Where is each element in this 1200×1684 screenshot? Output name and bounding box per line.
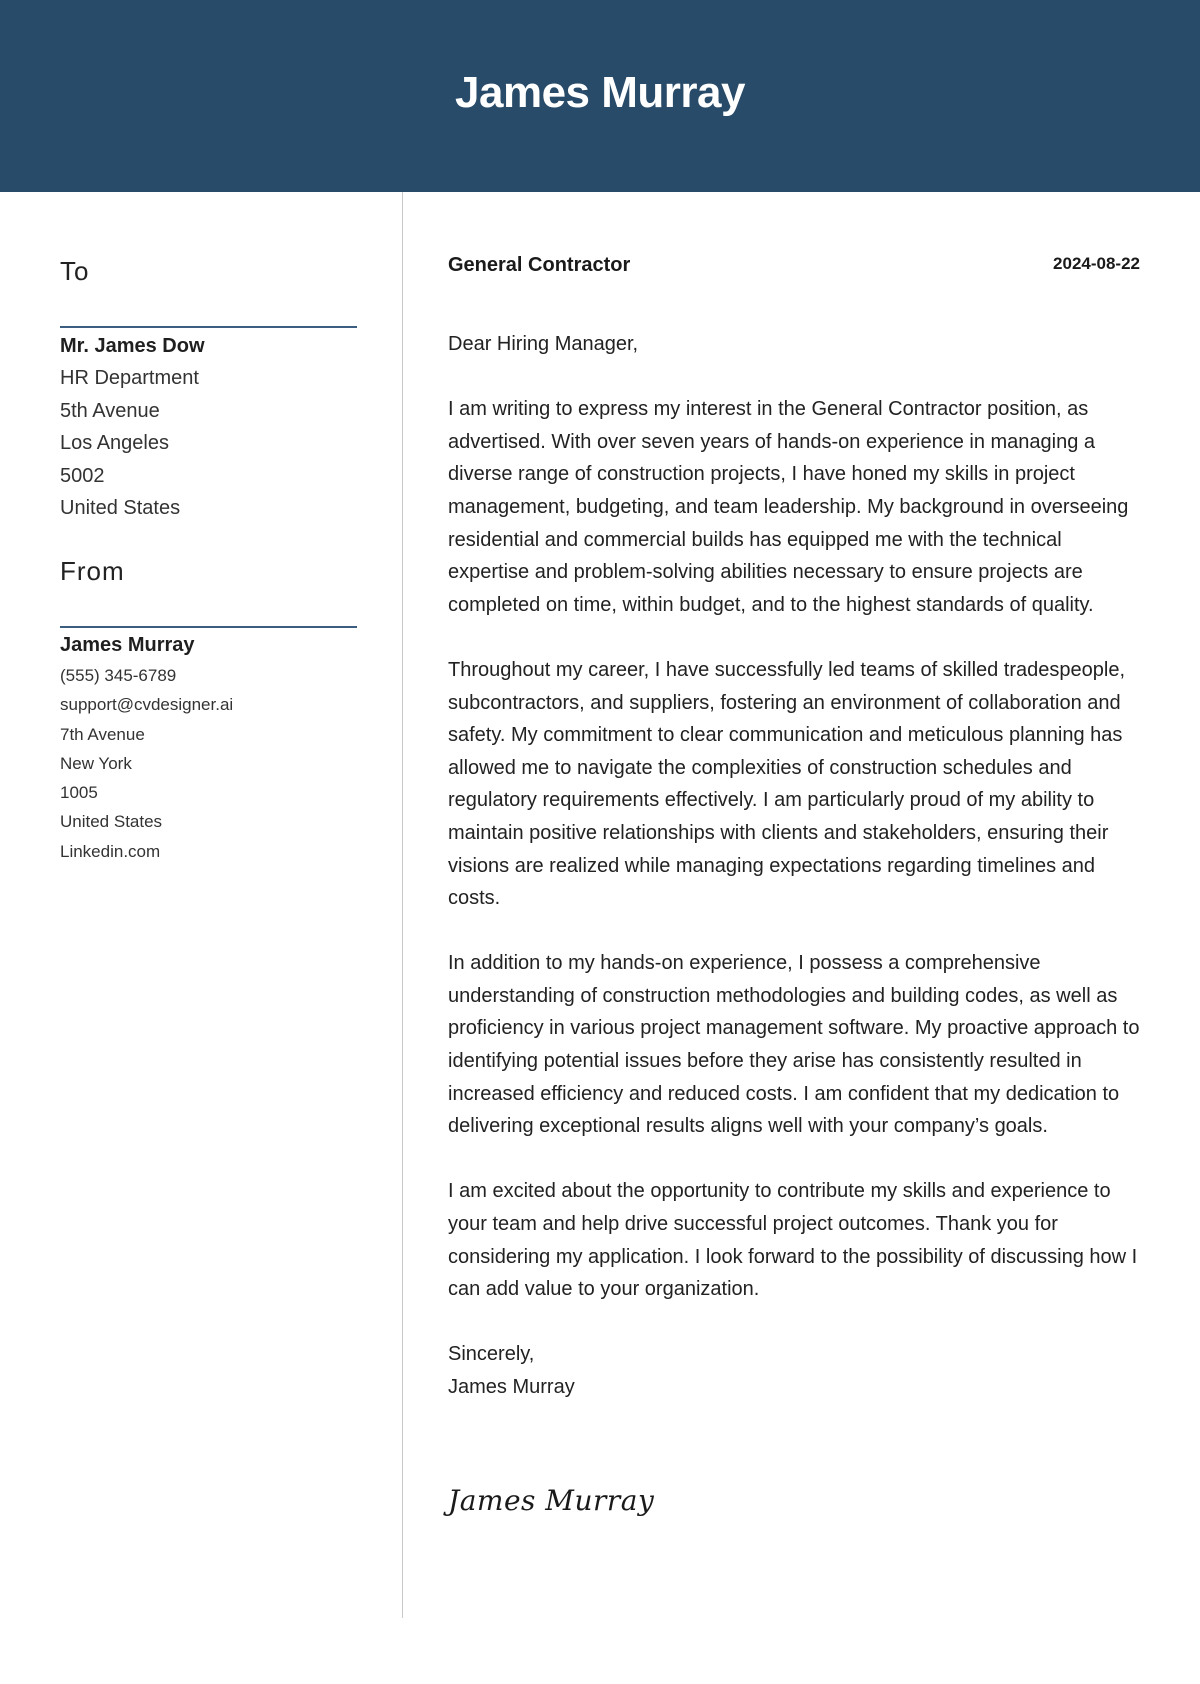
sender-phone: (555) 345-6789: [60, 666, 177, 685]
body-paragraph-3: In addition to my hands-on experience, I possess a comprehensive understanding of construction methodologies and building codes, as well as proficiency in various project management software. My proactive approach to identifying potential issues before they arise has consistently resulted in increased efficiency and reduced costs. I am confident that my dedication to delivering exceptional results aligns well with your company’s goals.: [448, 952, 1140, 1138]
sender-postal-code: 1005: [60, 783, 98, 803]
recipient-name: Mr. James Dow: [60, 335, 205, 357]
sender-city: New York: [60, 753, 132, 773]
recipient-department: HR Department: [60, 367, 199, 389]
recipient-country: United States: [60, 497, 181, 519]
letter-body: [448, 328, 1140, 1404]
body-paragraph-2: Throughout my career, I have successfully led teams of skilled tradespeople, subcontractors, and suppliers, fostering an environment of collaboration and safety. My commitment to clear communication and meticulous planning has allowed me to navigate the complexities of construction schedules and regulatory requirements effectively. I am particularly proud of my ability to maintain positive relationships with clients and stakeholders, ensuring their visions are realized while managing expectations regarding timelines and costs.: [448, 658, 1126, 910]
job-title: General Contractor: [448, 254, 631, 276]
letter-date: 2024-08-22: [1053, 254, 1140, 273]
greeting: Dear Hiring Manager,: [448, 333, 639, 355]
closing-block: [448, 1338, 1140, 1403]
body-paragraph-1: I am writing to express my interest in the General Contractor position, as advertised. With over seven years of hands-on experience in managing a diverse range of construction projects, I have honed my skills in project management, budgeting, and team leadership. My background in overseeing residential and commercial builds has equipped me with the technical expertise and problem-solving abilities necessary to ensure projects are completed on time, within budget, and to the highest standards of quality.: [448, 398, 1129, 616]
recipient-city: Los Angeles: [60, 432, 169, 454]
to-section-rule: [60, 326, 357, 328]
sender-email: support@cvdesigner.ai: [60, 695, 234, 715]
recipient-street: 5th Avenue: [60, 399, 160, 422]
to-section-title: To: [60, 256, 90, 286]
sender-street: 7th Avenue: [60, 724, 145, 744]
column-divider: [402, 192, 403, 1618]
from-section-rule: [60, 626, 357, 628]
closing-name: James Murray: [448, 1376, 575, 1398]
sender-name: James Murray: [60, 634, 195, 656]
header-name: James Murray: [455, 68, 745, 117]
handwritten-signature: James Murray: [448, 1484, 655, 1517]
closing: Sincerely,: [448, 1343, 535, 1366]
sender-contact: [60, 629, 357, 866]
recipient-address: [60, 330, 357, 525]
recipient-postal-code: 5002: [60, 464, 105, 487]
sender-country: United States: [60, 812, 163, 832]
body-paragraph-4: I am excited about the opportunity to contribute my skills and experience to your team and help drive successful project outcomes. Thank you for considering my application. I look forward to the possibility of discussing how I can add value to your organization.: [448, 1180, 1138, 1301]
from-section-title: From: [60, 556, 125, 586]
page-header: [0, 0, 1200, 192]
sender-linkedin: Linkedin.com: [60, 841, 161, 861]
